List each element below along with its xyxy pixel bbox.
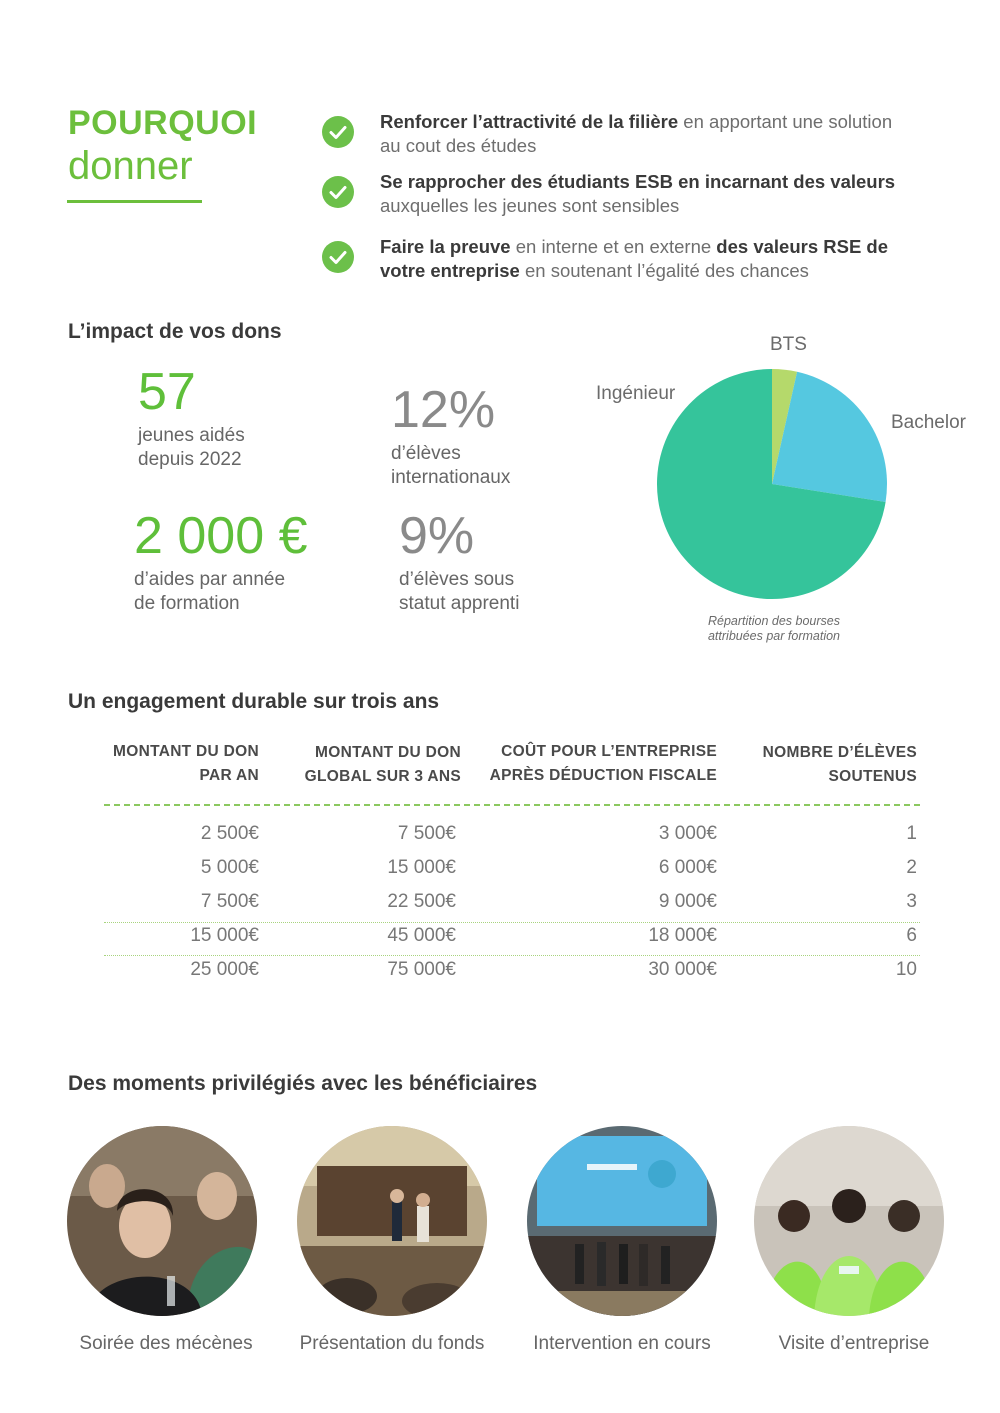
reason-item xyxy=(322,235,902,285)
table-header-students: NOMBRE D’ÉLÈVES SOUTENUS xyxy=(762,744,917,785)
table-header-annual: MONTANT DU DON PAR AN xyxy=(113,743,259,784)
photo-intervention-cours xyxy=(527,1126,717,1316)
cell-annual: 2 500€ xyxy=(200,823,259,844)
title-underline xyxy=(67,200,202,203)
stat-value: 2 000 € xyxy=(134,507,308,565)
table-header-cost: COÛT POUR L’ENTREPRISE APRÈS DÉDUCTION FISCALE xyxy=(489,743,717,784)
reason-text: Se rapprocher des étudiants ESB en incarnant des valeurs auxquelles les jeunes sont sensibles xyxy=(380,171,896,216)
stat-apprentice xyxy=(399,506,519,616)
caption-intervention: Intervention en cours xyxy=(533,1333,711,1354)
row-divider xyxy=(104,922,920,923)
cell-students: 1 xyxy=(906,823,917,844)
cell-global: 22 500€ xyxy=(387,891,456,912)
cell-students: 6 xyxy=(906,925,917,946)
photo-visite-entreprise xyxy=(754,1126,944,1316)
cell-cost: 18 000€ xyxy=(648,925,717,946)
impact-title: L’impact de vos dons xyxy=(68,320,282,343)
cell-global: 75 000€ xyxy=(387,959,456,980)
stat-value: 57 xyxy=(138,363,196,421)
engagement-title: Un engagement durable sur trois ans xyxy=(68,690,440,713)
cell-annual: 25 000€ xyxy=(190,959,259,980)
stat-label: d’aides par année de formation xyxy=(134,569,286,614)
caption-presentation: Présentation du fonds xyxy=(299,1333,485,1354)
cell-cost: 3 000€ xyxy=(658,823,717,844)
scholarship-pie-chart xyxy=(654,366,890,602)
stat-young-helped xyxy=(138,362,245,472)
cell-global: 15 000€ xyxy=(387,857,456,878)
stat-value: 9% xyxy=(399,507,475,565)
reason-text: Faire la preuve en interne et en externe des valeurs RSE de votre entreprise en soutenant l’égalité des chances xyxy=(380,236,889,281)
moments-title: Des moments privilégiés avec les bénéficiaires xyxy=(68,1072,538,1095)
cell-students: 2 xyxy=(906,857,917,878)
stat-value: 12% xyxy=(391,381,496,439)
stat-label: d’élèves internationaux xyxy=(391,443,511,488)
cell-cost: 9 000€ xyxy=(658,891,717,912)
check-icon xyxy=(322,116,354,148)
table-header-divider xyxy=(104,804,920,806)
cell-global: 45 000€ xyxy=(387,925,456,946)
photo-soiree-mecenes xyxy=(67,1126,257,1316)
cell-annual: 5 000€ xyxy=(200,857,259,878)
cell-cost: 30 000€ xyxy=(648,959,717,980)
pie-label-bachelor: Bachelor xyxy=(891,412,966,433)
stat-label: jeunes aidés depuis 2022 xyxy=(138,425,245,470)
photo-presentation-fonds xyxy=(297,1126,487,1316)
row-divider xyxy=(104,955,920,956)
check-icon xyxy=(322,241,354,273)
caption-soiree: Soirée des mécènes xyxy=(79,1333,253,1354)
pie-label-ingenieur: Ingénieur xyxy=(596,383,676,404)
reason-item xyxy=(322,110,902,160)
stat-label: d’élèves sous statut apprenti xyxy=(399,569,520,614)
check-icon xyxy=(322,176,354,208)
stat-international xyxy=(391,380,510,490)
caption-visite: Visite d’entreprise xyxy=(778,1333,930,1354)
cell-students: 3 xyxy=(906,891,917,912)
cell-global: 7 500€ xyxy=(397,823,456,844)
stat-aid-per-year xyxy=(134,506,308,616)
cell-annual: 7 500€ xyxy=(200,891,259,912)
cell-cost: 6 000€ xyxy=(658,857,717,878)
cell-students: 10 xyxy=(895,959,917,980)
why-title-line2: donner xyxy=(68,144,193,188)
table-header-global: MONTANT DU DON GLOBAL SUR 3 ANS xyxy=(304,744,461,785)
pie-caption: Répartition des bourses attribuées par formation xyxy=(707,614,841,643)
reason-text: Renforcer l’attractivité de la filière en apportant une solution au cout des études xyxy=(380,111,893,156)
reason-item xyxy=(322,170,902,220)
pie-label-bts: BTS xyxy=(770,334,807,355)
why-title-line1: POURQUOI xyxy=(68,104,258,142)
cell-annual: 15 000€ xyxy=(190,925,259,946)
